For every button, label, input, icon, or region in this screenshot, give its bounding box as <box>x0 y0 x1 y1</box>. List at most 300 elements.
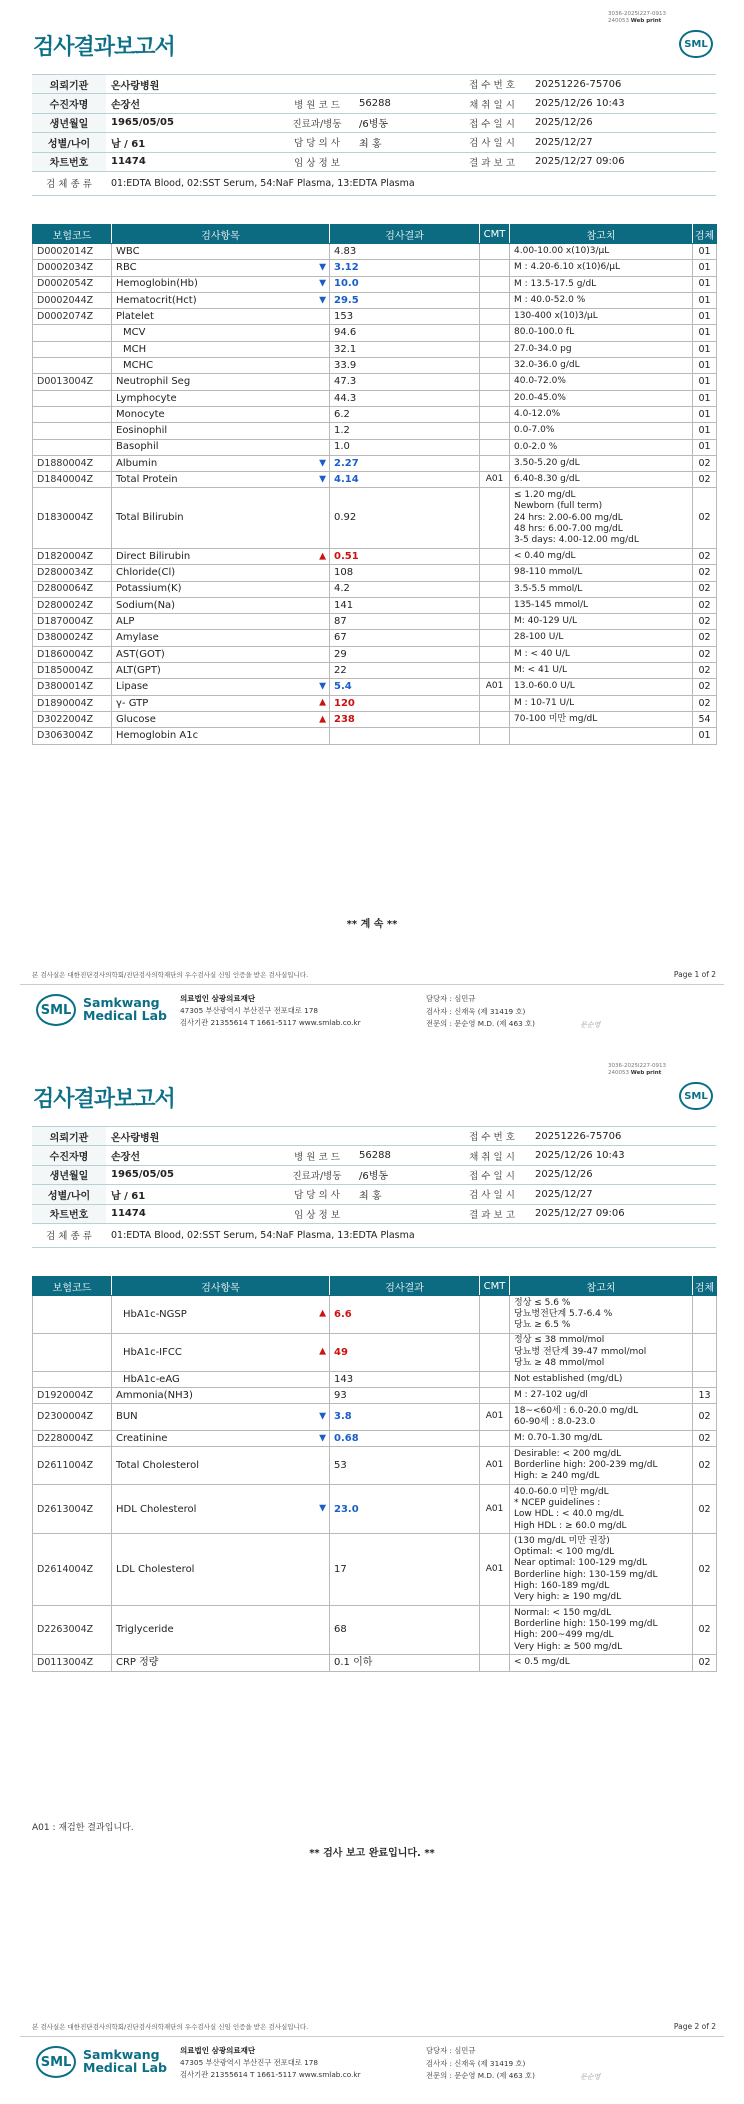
reference-line: 당뇨병전단계 5.7-6.4 % <box>514 1308 613 1319</box>
cmt-cell <box>480 390 510 406</box>
print-code-line: 3036-2025l227-0913 <box>608 11 666 17</box>
staff-tester: 검사자 : 신재욱 (제 31419 호) <box>426 2058 526 2068</box>
lab-address: 47305 부산광역시 부산진구 전포대로 178 <box>180 1006 319 1015</box>
cmt-cell <box>480 455 510 471</box>
test-item-name: Creatinine <box>116 1432 168 1444</box>
reference-line: Normal: < 150 mg/dL <box>514 1607 612 1618</box>
cmt-cell <box>480 406 510 422</box>
test-result-cell: 68 <box>330 1606 480 1655</box>
cmt-cell <box>480 309 510 325</box>
value-specimen-type: 01:EDTA Blood, 02:SST Serum, 54:NaF Plasma, 13:EDTA Plasma <box>106 171 716 195</box>
high-flag-icon: ▲ <box>319 714 326 725</box>
reference-cell <box>510 439 693 455</box>
table-row <box>33 1534 717 1606</box>
table-row <box>33 679 717 695</box>
print-code-line: 240053 <box>608 1069 629 1076</box>
test-item-name: Neutrophil Seg <box>116 376 191 388</box>
test-result-cell: 1.0 <box>330 439 480 455</box>
table-row <box>33 646 717 662</box>
specimen-cell: 02 <box>693 1404 717 1431</box>
test-code-cell: D2611004Z <box>33 1447 112 1485</box>
specimen-cell: 01 <box>693 374 717 390</box>
specimen-cell: 02 <box>693 488 717 549</box>
high-flag-icon: ▲ <box>319 1308 326 1319</box>
value-birth-date: 1965/05/05 <box>106 113 280 132</box>
test-item-cell <box>112 244 330 260</box>
reference-line: M : 10-71 U/L <box>514 697 575 708</box>
test-item-cell <box>112 1388 330 1404</box>
test-code-cell: D3800014Z <box>33 679 112 695</box>
test-item-cell <box>112 565 330 581</box>
footer-divider <box>20 2036 724 2037</box>
table-row <box>33 1655 717 1671</box>
test-code-cell: D3063004Z <box>33 728 112 744</box>
staff-manager: 담당자 : 심민규 <box>426 994 476 1003</box>
table-row <box>33 663 717 679</box>
test-result-cell: 108 <box>330 565 480 581</box>
value-chart-no: 11474 <box>106 152 280 171</box>
reference-line: Desirable: < 200 mg/dL <box>514 1448 622 1459</box>
test-item-cell <box>112 325 330 341</box>
label-hospital-code: 병 원 코 드 <box>280 1146 354 1165</box>
patient-info-table <box>32 74 716 196</box>
test-item-name: WBC <box>116 245 140 257</box>
low-flag-icon: ▼ <box>319 1433 326 1444</box>
reference-line: 0.0-2.0 % <box>514 441 558 452</box>
test-code-cell: D1880004Z <box>33 455 112 471</box>
reference-cell <box>510 1447 693 1485</box>
column-header-cmt: CMT <box>480 225 510 244</box>
test-code-cell <box>33 325 112 341</box>
test-item-name: Basophil <box>116 441 159 453</box>
cmt-cell <box>480 488 510 549</box>
test-result-cell: 29 <box>330 646 480 662</box>
value-sex-age: 남 / 61 <box>106 1185 280 1204</box>
test-item-cell <box>112 358 330 374</box>
test-code-cell <box>33 439 112 455</box>
sml-logo-icon: SML <box>36 2046 76 2078</box>
web-print-label: Web print <box>630 1069 662 1076</box>
test-item-name: Potassium(K) <box>116 583 182 595</box>
reference-cell <box>510 1606 693 1655</box>
specimen-cell: 02 <box>693 548 717 564</box>
specimen-cell: 02 <box>693 679 717 695</box>
cmt-cell <box>480 260 510 276</box>
page-number: Page 2 of 2 <box>673 2022 716 2031</box>
test-code-cell <box>33 1296 112 1334</box>
test-item-name: Sodium(Na) <box>116 599 176 611</box>
reference-line: 40.0-72.0% <box>514 376 566 387</box>
specimen-cell: 01 <box>693 406 717 422</box>
test-result-cell: 94.6 <box>330 325 480 341</box>
table-row <box>33 1485 717 1534</box>
test-code-cell: D2800024Z <box>33 597 112 613</box>
test-code-cell <box>33 390 112 406</box>
reference-cell <box>510 276 693 292</box>
value-doctor: 최 홍 <box>354 1185 454 1204</box>
label-chart-no: 차트번호 <box>32 152 106 171</box>
test-result-cell: 67 <box>330 630 480 646</box>
accreditation-note: 본 검사실은 대한진단검사의학회/진단검사의학재단의 우수검사실 신임 인증을 받은 검사실입니다. <box>32 971 309 979</box>
reference-cell <box>510 1655 693 1671</box>
test-item-cell <box>112 1404 330 1431</box>
test-item-name: Lipase <box>116 681 149 693</box>
reference-cell <box>510 711 693 727</box>
reference-line: 3-5 days: 4.00-12.00 mg/dL <box>514 535 639 546</box>
column-header-reference: 참고치 <box>510 1277 693 1296</box>
label-doctor: 담 당 의 사 <box>280 1185 354 1204</box>
test-item-name: HbA1c-IFCC <box>123 1346 182 1358</box>
test-item-cell <box>112 548 330 564</box>
label-report-date: 결 과 보 고 <box>454 1204 530 1223</box>
reference-line: High HDL : ≥ 60.0 mg/dL <box>514 1520 627 1531</box>
test-item-name: Triglyceride <box>116 1624 174 1636</box>
test-item-name: Total Protein <box>116 474 178 486</box>
specimen-cell: 54 <box>693 711 717 727</box>
label-clinical-info: 임 상 정 보 <box>280 1204 354 1223</box>
reference-line: ≤ 1.20 mg/dL <box>514 489 576 500</box>
reference-line: 당뇨 ≥ 48 mmol/mol <box>514 1357 605 1368</box>
specimen-cell: 02 <box>693 455 717 471</box>
value-department: /6병동 <box>354 113 454 132</box>
test-result-cell: 44.3 <box>330 390 480 406</box>
cmt-cell <box>480 581 510 597</box>
test-code-cell: D0002034Z <box>33 260 112 276</box>
test-result-cell: 120 <box>330 695 480 711</box>
label-birth-date: 생년월일 <box>32 1165 106 1184</box>
reference-cell <box>510 565 693 581</box>
specimen-cell: 02 <box>693 1430 717 1446</box>
specimen-cell: 01 <box>693 244 717 260</box>
reference-line: 48 hrs: 6.00-7.00 mg/dL <box>514 523 623 534</box>
cmt-cell <box>480 439 510 455</box>
reference-line: < 0.40 mg/dL <box>514 550 576 561</box>
reference-line: M: 40-129 U/L <box>514 616 578 627</box>
test-item-cell <box>112 488 330 549</box>
test-item-cell <box>112 711 330 727</box>
test-item-cell <box>112 374 330 390</box>
low-flag-icon: ▼ <box>319 1503 326 1514</box>
reference-line: Not established (mg/dL) <box>514 1373 623 1384</box>
label-institution: 의뢰기관 <box>32 75 106 94</box>
test-result-cell: 1.2 <box>330 423 480 439</box>
cmt-cell <box>480 663 510 679</box>
test-item-name: AST(GOT) <box>116 648 165 660</box>
test-code-cell: D2800034Z <box>33 565 112 581</box>
test-code-cell: D1870004Z <box>33 614 112 630</box>
reference-cell <box>510 341 693 357</box>
test-code-cell: D1920004Z <box>33 1388 112 1404</box>
test-item-cell <box>112 260 330 276</box>
value-institution: 온사랑병원 <box>106 1127 454 1146</box>
test-code-cell: D1820004Z <box>33 548 112 564</box>
sml-logo-icon: SML <box>679 1082 713 1110</box>
high-flag-icon: ▲ <box>319 1346 326 1357</box>
reference-line: (130 mg/dL 미만 권장) <box>514 1535 610 1546</box>
reference-line: 27.0-34.0 pg <box>514 343 572 354</box>
value-report-date: 2025/12/27 09:06 <box>530 152 716 171</box>
reference-line: 80.0-100.0 fL <box>514 327 575 338</box>
test-code-cell: D2614004Z <box>33 1534 112 1606</box>
test-result-cell: 22 <box>330 663 480 679</box>
cmt-cell <box>480 1333 510 1371</box>
page-number: Page 1 of 2 <box>673 970 716 979</box>
test-code-cell: D3800024Z <box>33 630 112 646</box>
test-result-cell: 93 <box>330 1388 480 1404</box>
reference-line: 135-145 mmol/L <box>514 599 589 610</box>
test-item-cell <box>112 1447 330 1485</box>
test-item-name: Monocyte <box>116 408 165 420</box>
sml-logo-icon: SML <box>679 30 713 58</box>
low-flag-icon: ▼ <box>319 681 326 692</box>
test-item-name: Hematocrit(Hct) <box>116 294 197 306</box>
table-row <box>33 1371 717 1387</box>
cmt-cell <box>480 276 510 292</box>
test-result-cell: 3.12 <box>330 260 480 276</box>
reference-line: 0.0-7.0% <box>514 425 555 436</box>
test-result-cell: 4.14 <box>330 472 480 488</box>
lab-address-block <box>180 993 361 1029</box>
table-row <box>33 309 717 325</box>
reference-cell <box>510 423 693 439</box>
reference-cell <box>510 325 693 341</box>
test-item-name: Total Bilirubin <box>116 512 184 524</box>
column-header-result: 검사결과 <box>330 1277 480 1296</box>
reference-line: 3.5-5.5 mmol/L <box>514 583 583 594</box>
label-chart-no: 차트번호 <box>32 1204 106 1223</box>
test-item-name: Albumin <box>116 457 158 469</box>
test-item-cell <box>112 309 330 325</box>
test-item-name: Amylase <box>116 632 159 644</box>
specimen-cell: 02 <box>693 1606 717 1655</box>
reference-line: High: 200~499 mg/dL <box>514 1630 614 1641</box>
column-header-specimen: 검체 <box>693 1277 717 1296</box>
test-item-name: BUN <box>116 1411 138 1423</box>
reference-cell <box>510 1485 693 1534</box>
label-patient-name: 수진자명 <box>32 1146 106 1165</box>
reference-line: M : < 40 U/L <box>514 648 570 659</box>
test-result-cell: 238 <box>330 711 480 727</box>
test-result-cell: 10.0 <box>330 276 480 292</box>
table-row <box>33 358 717 374</box>
reference-line: 정상 ≤ 38 mmol/mol <box>514 1335 605 1346</box>
reference-cell <box>510 260 693 276</box>
value-birth-date: 1965/05/05 <box>106 1165 280 1184</box>
staff-tester: 검사자 : 신재욱 (제 31419 호) <box>426 1006 526 1016</box>
reference-line: M : 40.0-52.0 % <box>514 294 586 305</box>
table-row <box>33 1447 717 1485</box>
reference-cell <box>510 358 693 374</box>
reference-line: 40.0-60.0 미만 mg/dL <box>514 1486 609 1497</box>
test-code-cell: D0013004Z <box>33 374 112 390</box>
reference-cell <box>510 728 693 744</box>
reference-line: M: 0.70-1.30 mg/dL <box>514 1432 603 1443</box>
table-row <box>33 341 717 357</box>
test-item-name: Glucose <box>116 713 156 725</box>
value-patient-name: 손장선 <box>106 1146 280 1165</box>
table-row <box>33 423 717 439</box>
reference-cell <box>510 244 693 260</box>
table-row <box>33 1606 717 1655</box>
test-result-cell: 0.92 <box>330 488 480 549</box>
test-item-cell <box>112 1333 330 1371</box>
test-item-cell <box>112 1430 330 1446</box>
label-test-date: 검 사 일 시 <box>454 1185 530 1204</box>
table-row <box>33 1333 717 1371</box>
cmt-cell <box>480 1430 510 1446</box>
label-sex-age: 성별/나이 <box>32 1185 106 1204</box>
specimen-cell: 01 <box>693 309 717 325</box>
test-item-cell <box>112 630 330 646</box>
specimen-cell: 01 <box>693 358 717 374</box>
a01-note: A01 : 재검한 결과입니다. <box>32 1823 134 1833</box>
column-header-item: 검사항목 <box>112 1277 330 1296</box>
cmt-cell <box>480 1388 510 1404</box>
test-code-cell: D0002044Z <box>33 292 112 308</box>
table-row <box>33 565 717 581</box>
reference-cell <box>510 292 693 308</box>
reference-cell <box>510 455 693 471</box>
test-result-cell: 47.3 <box>330 374 480 390</box>
test-item-cell <box>112 341 330 357</box>
specimen-cell: 02 <box>693 597 717 613</box>
reference-line: Optimal: < 100 mg/dL <box>514 1547 615 1558</box>
test-item-name: HDL Cholesterol <box>116 1503 197 1515</box>
label-receipt-date: 접 수 일 시 <box>454 1165 530 1184</box>
column-header-result: 검사결과 <box>330 225 480 244</box>
print-code <box>608 11 666 24</box>
reference-line: Near optimal: 100-129 mg/dL <box>514 1558 647 1569</box>
cmt-cell <box>480 244 510 260</box>
specimen-cell: 01 <box>693 292 717 308</box>
column-header-code: 보험코드 <box>33 225 112 244</box>
completed-notice: ** 검사 보고 완료입니다. ** <box>309 1848 435 1859</box>
results-body-page-2 <box>33 1296 717 1672</box>
value-hospital-code: 56288 <box>354 1146 454 1165</box>
test-item-cell <box>112 1485 330 1534</box>
continued-notice: ** 계 속 ** <box>346 919 398 930</box>
test-item-cell <box>112 423 330 439</box>
column-header-specimen: 검체 <box>693 225 717 244</box>
specimen-cell: 01 <box>693 276 717 292</box>
label-sex-age: 성별/나이 <box>32 133 106 152</box>
test-result-cell: 32.1 <box>330 341 480 357</box>
reference-cell <box>510 695 693 711</box>
results-table-page-1 <box>32 224 717 745</box>
value-sex-age: 남 / 61 <box>106 133 280 152</box>
cmt-cell <box>480 325 510 341</box>
specimen-cell: 02 <box>693 472 717 488</box>
table-row <box>33 439 717 455</box>
reference-line: 당뇨 ≥ 6.5 % <box>514 1320 571 1331</box>
test-item-cell <box>112 1296 330 1334</box>
test-item-name: Chloride(Cl) <box>116 567 176 579</box>
reference-cell <box>510 630 693 646</box>
footer-divider <box>20 984 724 985</box>
table-row <box>33 292 717 308</box>
staff-block <box>426 993 535 1031</box>
label-hospital-code: 병 원 코 드 <box>280 94 354 113</box>
table-row <box>33 548 717 564</box>
table-row <box>33 244 717 260</box>
test-item-name: Platelet <box>116 311 154 323</box>
table-row <box>33 1388 717 1404</box>
reference-cell <box>510 1371 693 1387</box>
test-result-cell: 141 <box>330 597 480 613</box>
high-flag-icon: ▲ <box>319 551 326 562</box>
sml-logo-icon: SML <box>36 994 76 1026</box>
low-flag-icon: ▼ <box>319 278 326 289</box>
table-row <box>33 614 717 630</box>
test-code-cell: D1860004Z <box>33 646 112 662</box>
test-item-cell <box>112 390 330 406</box>
test-item-name: Eosinophil <box>116 425 168 437</box>
label-clinical-info: 임 상 정 보 <box>280 152 354 171</box>
print-code <box>608 1063 666 1076</box>
lab-address-block <box>180 2045 361 2081</box>
cmt-cell <box>480 358 510 374</box>
cmt-cell <box>480 374 510 390</box>
cmt-cell <box>480 1296 510 1334</box>
specimen-cell: 02 <box>693 1534 717 1606</box>
label-test-date: 검 사 일 시 <box>454 133 530 152</box>
test-item-cell <box>112 679 330 695</box>
lab-contact: 검사기관 21355614 T 1661-5117 www.smlab.co.kr <box>180 1018 361 1027</box>
reference-line: 3.50-5.20 g/dL <box>514 457 580 468</box>
value-chart-no: 11474 <box>106 1204 280 1223</box>
label-receipt-no: 접 수 번 호 <box>454 75 530 94</box>
test-item-cell <box>112 1606 330 1655</box>
table-row <box>33 260 717 276</box>
test-code-cell: D2280004Z <box>33 1430 112 1446</box>
label-department: 진료과/병동 <box>280 1165 354 1184</box>
low-flag-icon: ▼ <box>319 1411 326 1422</box>
test-code-cell: D2263004Z <box>33 1606 112 1655</box>
test-item-cell <box>112 439 330 455</box>
reference-line: 18~<60세 : 6.0-20.0 mg/dL <box>514 1405 639 1416</box>
specialist-signature: 문순영 <box>580 1021 601 1029</box>
test-result-cell: 53 <box>330 1447 480 1485</box>
reference-cell <box>510 309 693 325</box>
test-result-cell: 0.51 <box>330 548 480 564</box>
test-code-cell <box>33 406 112 422</box>
test-item-cell <box>112 1655 330 1671</box>
test-item-name: ALP <box>116 616 135 628</box>
reference-line: M : 27-102 ug/dl <box>514 1390 588 1401</box>
value-receipt-no: 20251226-75706 <box>530 75 716 94</box>
test-item-name: Lymphocyte <box>116 392 177 404</box>
print-code-line: 240053 <box>608 17 629 24</box>
test-code-cell: D1850004Z <box>33 663 112 679</box>
test-code-cell: D0113004Z <box>33 1655 112 1671</box>
cmt-cell <box>480 341 510 357</box>
table-row <box>33 695 717 711</box>
low-flag-icon: ▼ <box>319 262 326 273</box>
cmt-cell <box>480 695 510 711</box>
cmt-cell <box>480 711 510 727</box>
reference-line: Borderline high: 150-199 mg/dL <box>514 1618 658 1629</box>
lab-name-line: Medical Lab <box>83 1008 167 1023</box>
value-department: /6병동 <box>354 1165 454 1184</box>
test-result-cell: 3.8 <box>330 1404 480 1431</box>
reference-cell <box>510 1404 693 1431</box>
lab-name <box>83 2048 167 2074</box>
label-collection-time: 채 취 일 시 <box>454 94 530 113</box>
value-receipt-date: 2025/12/26 <box>530 1165 716 1184</box>
test-result-cell: 153 <box>330 309 480 325</box>
test-code-cell <box>33 1333 112 1371</box>
reference-line: High: ≥ 240 mg/dL <box>514 1471 600 1482</box>
